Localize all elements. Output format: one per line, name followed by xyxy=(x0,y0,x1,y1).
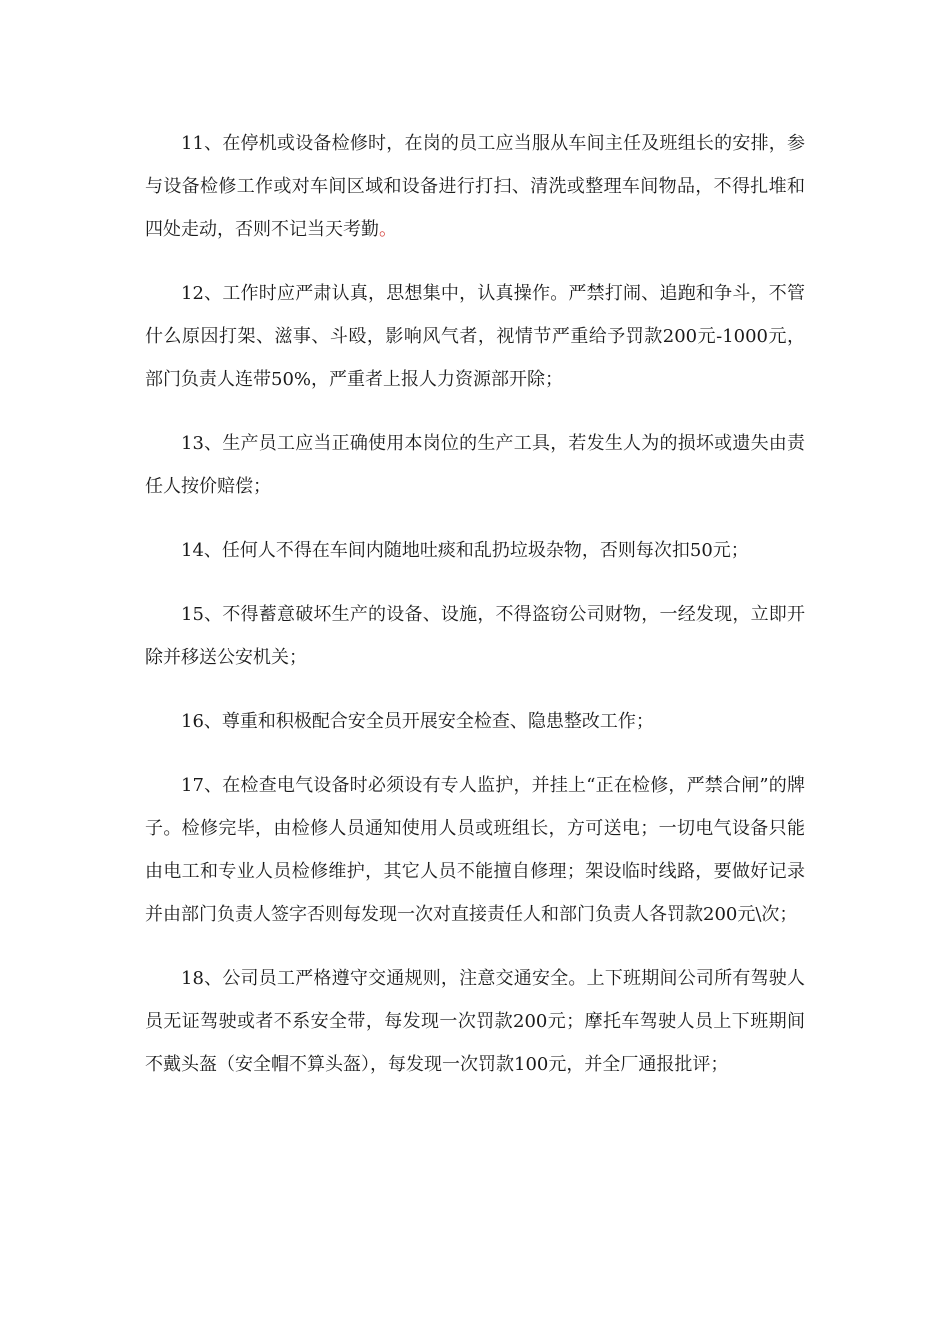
document-body xyxy=(145,122,805,1107)
paragraph-13-text: 13、生产员工应当正确使用本岗位的生产工具，若发生人为的损坏或遗失由责任人按价赔偿； xyxy=(145,433,805,497)
paragraph-16 xyxy=(145,700,805,743)
paragraph-14-text: 14、任何人不得在车间内随地吐痰和乱扔垃圾杂物，否则每次扣50元； xyxy=(181,540,749,561)
paragraph-15-text: 15、不得蓄意破坏生产的设备、设施，不得盗窃公司财物，一经发现，立即开除并移送公安机关； xyxy=(145,604,805,668)
paragraph-12 xyxy=(145,272,805,401)
paragraph-11-text: 11、在停机或设备检修时，在岗的员工应当服从车间主任及班组长的安排，参与设备检修工作或对车间区域和设备进行打扫、清洗或整理车间物品，不得扎堆和四处走动，否则不记当天考勤 xyxy=(145,133,805,240)
paragraph-12-text: 12、工作时应严肃认真，思想集中，认真操作。严禁打闹、追跑和争斗，不管什么原因打架、滋事、斗殴，影响风气者，视情节严重给予罚款200元-1000元，部门负责人连带50%，严重者上报人力资源部开除； xyxy=(145,283,805,390)
paragraph-17 xyxy=(145,764,805,936)
paragraph-17-text: 17、在检查电气设备时必须设有专人监护，并挂上“正在检修，严禁合闸”的牌子。检修完毕，由检修人员通知使用人员或班组长，方可送电；一切电气设备只能由电工和专业人员检修维护，其它人员不能擅自修理；架设临时线路，要做好记录并由部门负责人签字否则每发现一次对直接责任人和部门负责人各罚款200元\次； xyxy=(145,775,805,925)
paragraph-11-period-mark: 。 xyxy=(379,219,397,240)
paragraph-18 xyxy=(145,957,805,1086)
paragraph-11 xyxy=(145,122,805,251)
paragraph-16-text: 16、尊重和积极配合安全员开展安全检查、隐患整改工作； xyxy=(181,711,654,732)
paragraph-13 xyxy=(145,422,805,508)
paragraph-15 xyxy=(145,593,805,679)
paragraph-18-text: 18、公司员工严格遵守交通规则，注意交通安全。上下班期间公司所有驾驶人员无证驾驶或者不系安全带，每发现一次罚款200元；摩托车驾驶人员上下班期间不戴头盔（安全帽不算头盔），每发现一次罚款100元，并全厂通报批评； xyxy=(145,968,805,1075)
paragraph-14 xyxy=(145,529,805,572)
